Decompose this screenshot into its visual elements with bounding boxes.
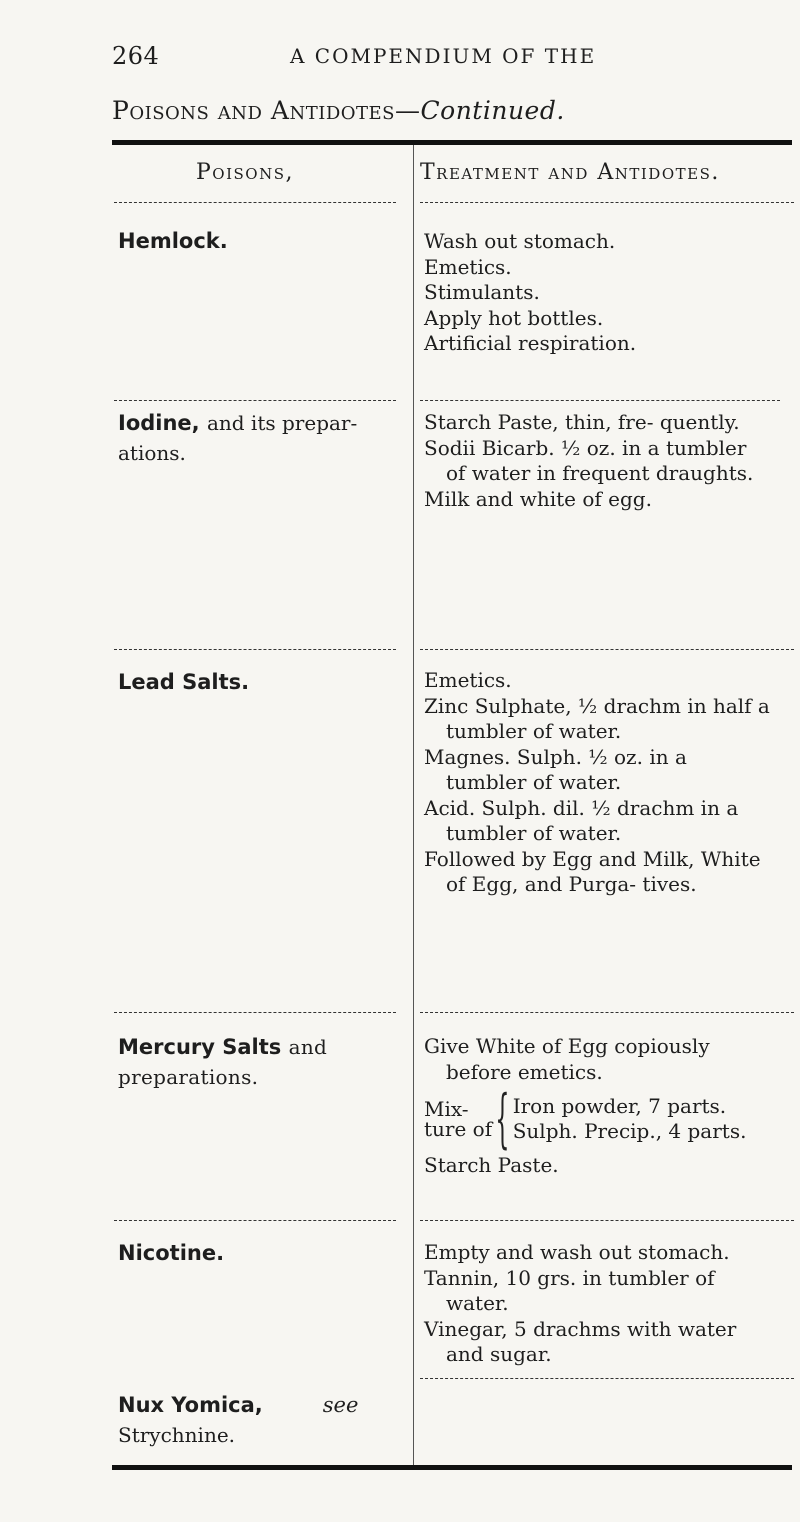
header-rule-right — [420, 202, 794, 203]
caption-title: Poisons and Antidotes — [112, 96, 396, 125]
treatment-line: Stimulants. — [424, 280, 540, 304]
poison-mercury-salts — [118, 1032, 403, 1092]
poison-hemlock: Hemlock. — [118, 229, 228, 253]
poison-nicotine: Nicotine. — [118, 1241, 225, 1265]
column-divider — [413, 145, 414, 1465]
treatment-line: Zinc Sulphate, ½ drachm in half a tumbler of water. — [424, 693, 770, 743]
poison-nux-see: see — [322, 1393, 359, 1417]
treatment-line: Starch Paste, thin, fre- quently. — [424, 410, 740, 434]
poison-mercury-sub: and preparations. — [118, 1035, 328, 1089]
row-rule-right — [420, 400, 780, 401]
row-rule-right — [420, 1378, 794, 1379]
table-bottom-rule — [112, 1465, 792, 1470]
treatment-line: Wash out stomach. — [424, 229, 616, 253]
row-rule-left — [114, 1220, 396, 1221]
row-rule-left — [114, 649, 396, 650]
treatment-line: Emetics. — [424, 254, 512, 279]
poison-nux-sub: Strychnine. — [118, 1423, 236, 1447]
poison-mercury-name: Mercury Salts — [118, 1035, 282, 1059]
poison-nux-name: Nux Yomica, — [118, 1393, 263, 1417]
treatment-line: Artificial respiration. — [424, 331, 637, 355]
header-poisons: Poisons, — [196, 160, 294, 185]
row-rule-left — [114, 400, 396, 401]
table-caption — [112, 96, 772, 125]
treatments-iodine — [424, 410, 770, 512]
poison-lead-salts: Lead Salts. — [118, 670, 250, 694]
treatment-line: Tannin, 10 grs. in tumbler of water. — [424, 1265, 715, 1315]
mixture-label: Mix- ture of — [424, 1097, 493, 1141]
caption-continued: Continued. — [420, 96, 565, 125]
page-number: 264 — [112, 42, 160, 70]
treatment-line: Give White of Egg copiously before emetics. — [424, 1034, 710, 1084]
running-head: A COMPENDIUM OF THE — [290, 44, 597, 68]
treatment-line: Vinegar, 5 drachms with water and sugar. — [424, 1316, 737, 1366]
treatment-line: Milk and white of egg. — [424, 486, 652, 511]
treatment-line: Apply hot bottles. — [424, 305, 604, 330]
table-top-rule — [112, 140, 792, 145]
mixture-item: Sulph. Precip., 4 parts. — [512, 1119, 747, 1143]
poison-nux-vomica — [118, 1390, 403, 1450]
page-header — [112, 42, 752, 82]
header-treatment: Treatment and Antidotes. — [420, 160, 720, 185]
brace-icon: { — [495, 1082, 510, 1156]
header-rule-left — [114, 202, 396, 203]
treatment-line: Followed by Egg and Milk, White of Egg, and Purga- tives. — [424, 846, 761, 896]
row-rule-left — [114, 1012, 396, 1013]
row-rule-right — [420, 649, 794, 650]
treatment-line: Sodii Bicarb. ½ oz. in a tumbler of water in frequent draughts. — [424, 435, 754, 485]
row-rule-right — [420, 1012, 794, 1013]
poison-iodine-name: Iodine, — [118, 411, 200, 435]
treatment-line: Acid. Sulph. dil. ½ drachm in a tumbler of water. — [424, 795, 739, 845]
treatments-nicotine — [424, 1240, 770, 1368]
mixture-block — [424, 1082, 770, 1156]
treatments-mercury-salts — [424, 1034, 770, 1179]
caption-separator: — — [395, 96, 421, 125]
poison-iodine-sub: and its prepar- ations. — [118, 411, 358, 465]
poison-iodine — [118, 408, 403, 468]
mixture-items — [513, 1094, 770, 1145]
treatment-line: Empty and wash out stomach. — [424, 1240, 730, 1264]
row-rule-right — [420, 1220, 794, 1221]
treatments-hemlock — [424, 229, 770, 357]
treatment-line: Starch Paste. — [424, 1153, 559, 1177]
mixture-item: Iron powder, 7 parts. — [512, 1093, 727, 1118]
treatment-line: Emetics. — [424, 668, 512, 692]
treatments-lead-salts — [424, 668, 770, 898]
treatment-line: Magnes. Sulph. ½ oz. in a tumbler of water. — [424, 744, 687, 794]
